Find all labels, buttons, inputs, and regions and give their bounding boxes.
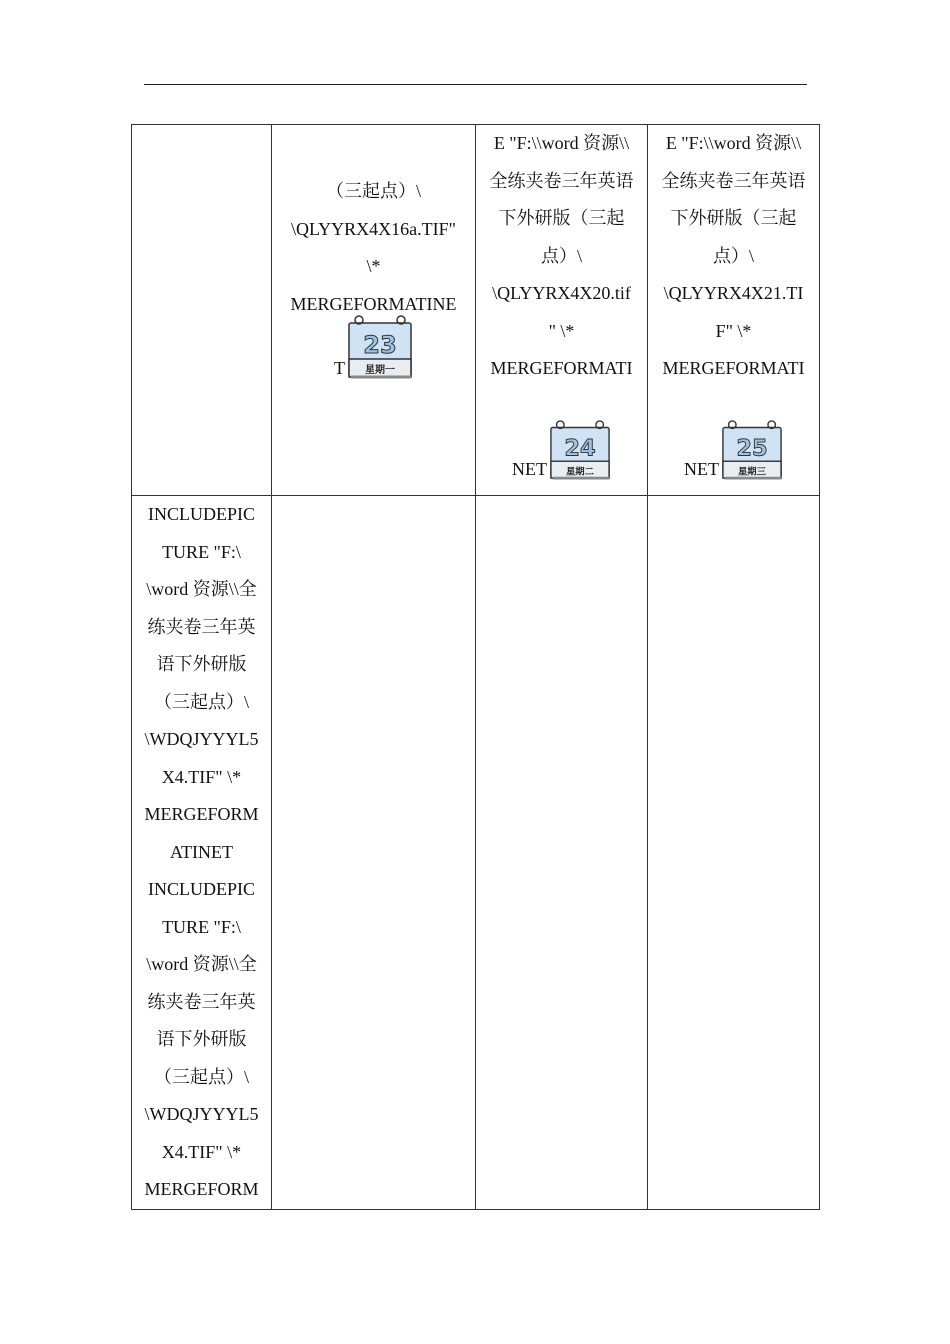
text-line: MERGEFORM: [144, 1179, 259, 1199]
text-line: 练夹卷三年英: [147, 991, 256, 1012]
text-line: ATINET: [170, 841, 233, 862]
calendar-number: 24: [564, 435, 596, 462]
text-line: （三起点）\: [325, 181, 421, 201]
header-rule: [144, 84, 807, 85]
text-line: MERGEFORMATI: [490, 358, 633, 378]
text-line: INCLUDEPIC: [148, 879, 255, 899]
calendar-icon: [721, 420, 783, 480]
text-line: \word 资源\\全: [146, 954, 257, 974]
text-line: " \*: [548, 320, 575, 341]
text-line: （三起点）\: [153, 1066, 249, 1087]
tail-label: NET: [684, 458, 719, 479]
text-line: X4.TIF" \*: [161, 1141, 242, 1162]
text-line: 语下外研版: [156, 1029, 247, 1049]
text-line: TURE "F:\: [162, 916, 241, 937]
table-cell-r1c3: [476, 125, 648, 496]
tail-label: T: [334, 358, 345, 378]
text-line: MERGEFORMATINE: [290, 293, 457, 314]
text-line: \word 资源\\全: [146, 579, 257, 599]
text-line: F" \*: [715, 320, 752, 341]
text-line: （三起点）\: [153, 691, 249, 712]
calendar-day: 星期三: [737, 465, 767, 477]
calendar-icon: [347, 315, 413, 379]
text-line: \WDQJYYYL5: [144, 1104, 259, 1124]
table-cell-r2c2: [272, 496, 476, 1210]
text-line: 全练夹卷三年英语: [661, 170, 806, 191]
text-line: \QLYYRX4X16a.TIF": [290, 218, 457, 239]
text-line: 语下外研版: [156, 654, 247, 674]
text-line: TURE "F:\: [162, 541, 241, 562]
table-cell-r1c2: [272, 125, 476, 496]
table-row: [132, 496, 820, 1210]
text-line: \*: [366, 256, 381, 276]
text-line: 点）\: [540, 245, 582, 266]
table-cell-r2c3: [476, 496, 648, 1210]
calendar-number: 25: [736, 435, 768, 462]
text-line: \QLYYRX4X21.TI: [663, 283, 804, 303]
calendar-icon: [549, 420, 611, 480]
table-cell-r1c1: [132, 125, 272, 496]
table-cell-r2c4: [648, 496, 820, 1210]
text-line: E "F:\\word 资源\\: [665, 133, 802, 153]
text-line: INCLUDEPIC: [148, 504, 255, 524]
text-line: 下外研版（三起: [498, 208, 625, 228]
text-line: MERGEFORM: [144, 804, 259, 824]
text-line: MERGEFORMATI: [662, 358, 805, 378]
text-line: X4.TIF" \*: [161, 766, 242, 787]
calendar-day: 星期一: [365, 365, 395, 376]
document-table: [131, 124, 820, 1210]
text-line: \WDQJYYYL5: [144, 729, 259, 749]
calendar-day: 星期二: [565, 465, 595, 477]
text-line: 点）\: [712, 245, 754, 266]
text-line: 下外研版（三起: [670, 208, 797, 228]
calendar-number: 23: [363, 331, 397, 359]
text-line: 练夹卷三年英: [147, 616, 256, 637]
table-row: [132, 125, 820, 496]
text-line: 全练夹卷三年英语: [489, 170, 634, 191]
tail-label: NET: [512, 458, 547, 479]
text-line: \QLYYRX4X20.tif: [492, 283, 631, 303]
table-cell-r1c4: [648, 125, 820, 496]
text-line: E "F:\\word 资源\\: [493, 133, 630, 153]
table-cell-r2c1: [132, 496, 272, 1210]
